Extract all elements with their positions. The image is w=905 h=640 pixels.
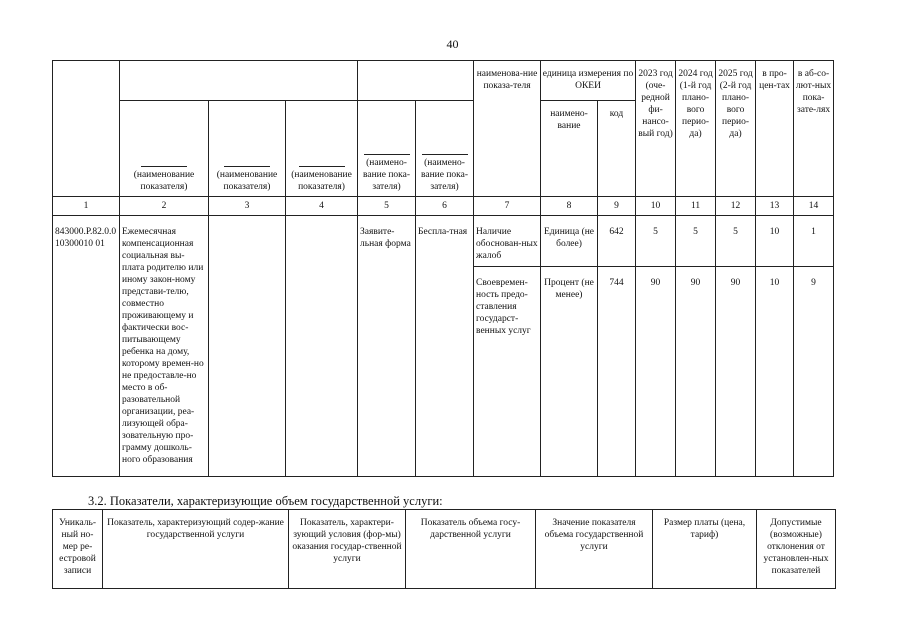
header-content-group — [120, 61, 358, 101]
col-number: 6 — [416, 197, 474, 216]
registry-code: 843000.Р.82.0.010300010 01 — [53, 216, 120, 477]
header-percent: в про-цен-тах — [756, 61, 794, 197]
header-absolute: в аб-со-лют-ных пока-зате-лях — [794, 61, 834, 197]
header-sub-label-2: (наименование показателя) — [209, 101, 286, 197]
header-conditions-group — [358, 61, 474, 101]
header-okei-name: наимено-вание — [541, 101, 598, 197]
header-indicator-name: наименова-ние показа-теля — [474, 61, 541, 197]
header-conditions-indicator: Показатель, характери-зующий условия (фор-мы) оказания государ-ственной услуги — [289, 510, 406, 589]
col-number: 8 — [541, 197, 598, 216]
col-number: 13 — [756, 197, 794, 216]
indicators-quality-table — [52, 60, 834, 477]
section-title: 3.2. Показатели, характеризующие объем государственной услуги: — [88, 494, 443, 508]
header-okei-code: код — [598, 101, 636, 197]
col-number: 7 — [474, 197, 541, 216]
header-year-2025: 2025 год (2-й год плано-вого перио-да) — [716, 61, 756, 197]
condition-form: Заявите-льная форма — [358, 216, 416, 477]
col-number: 10 — [636, 197, 676, 216]
header-code — [53, 61, 120, 197]
empty-cell — [209, 216, 286, 477]
header-content-indicator: Показатель, характеризующий содер-жание государственной услуги — [103, 510, 289, 589]
col-number: 3 — [209, 197, 286, 216]
header-year-2024: 2024 год (1-й год плано-вого перио-да) — [676, 61, 716, 197]
col-number: 12 — [716, 197, 756, 216]
header-allowed-deviation: Допустимые (возможные) отклонения от установлен-ных показателей — [757, 510, 836, 589]
header-registry-number: Уникаль-ный но-мер ре-естровой записи — [53, 510, 103, 589]
col-number: 2 — [120, 197, 209, 216]
value-2025: 5 — [716, 216, 756, 267]
col-number: 4 — [286, 197, 358, 216]
condition-payment: Беспла-тная — [416, 216, 474, 477]
value-2025: 90 — [716, 267, 756, 477]
header-fee: Размер платы (цена, тариф) — [653, 510, 757, 589]
service-content: Ежемесячная компенсационная социальная вы-плата родителю или иному закон-ному представи-телю, совместно проживающему и фактически вос-питывающему ребенка на дому, которому времен-но не предоставле-но место в об-разовательной организации, реа-лизующей обра-зовательную про-грамму дошколь-ного образования — [120, 216, 209, 477]
col-number: 9 — [598, 197, 636, 216]
empty-cell — [286, 216, 358, 477]
indicator-name: Своевремен-ность предо-ставления государст-венных услуг — [474, 267, 541, 477]
header-volume-indicator: Показатель объема госу-дарственной услуги — [406, 510, 536, 589]
deviation-percent: 10 — [756, 216, 794, 267]
header-sub-label-3: (наименование показателя) — [286, 101, 358, 197]
col-number: 14 — [794, 197, 834, 216]
header-year-2023: 2023 год (оче-редной фи-нансо-вый год) — [636, 61, 676, 197]
col-number: 11 — [676, 197, 716, 216]
deviation-percent: 10 — [756, 267, 794, 477]
page-number: 40 — [446, 37, 459, 51]
header-sub-label-4: (наимено-вание пока-зателя) — [358, 101, 416, 197]
indicator-okei-code: 744 — [598, 267, 636, 477]
header-okei-unit: единица измерения по ОКЕИ — [541, 61, 636, 101]
header-sub-label-1: (наименование показателя) — [120, 101, 209, 197]
indicator-unit: Единица (не более) — [541, 216, 598, 267]
header-sub-label-5: (наимено-вание пока-зателя) — [416, 101, 474, 197]
col-number: 1 — [53, 197, 120, 216]
indicator-name: Наличие обоснован-ных жалоб — [474, 216, 541, 267]
value-2023: 90 — [636, 267, 676, 477]
deviation-absolute: 9 — [794, 267, 834, 477]
volume-indicators-table — [52, 509, 836, 589]
value-2023: 5 — [636, 216, 676, 267]
indicator-unit: Процент (не менее) — [541, 267, 598, 477]
header-volume-value: Значение показателя объема государственной услуги — [536, 510, 653, 589]
value-2024: 90 — [676, 267, 716, 477]
deviation-absolute: 1 — [794, 216, 834, 267]
col-number: 5 — [358, 197, 416, 216]
value-2024: 5 — [676, 216, 716, 267]
indicator-okei-code: 642 — [598, 216, 636, 267]
